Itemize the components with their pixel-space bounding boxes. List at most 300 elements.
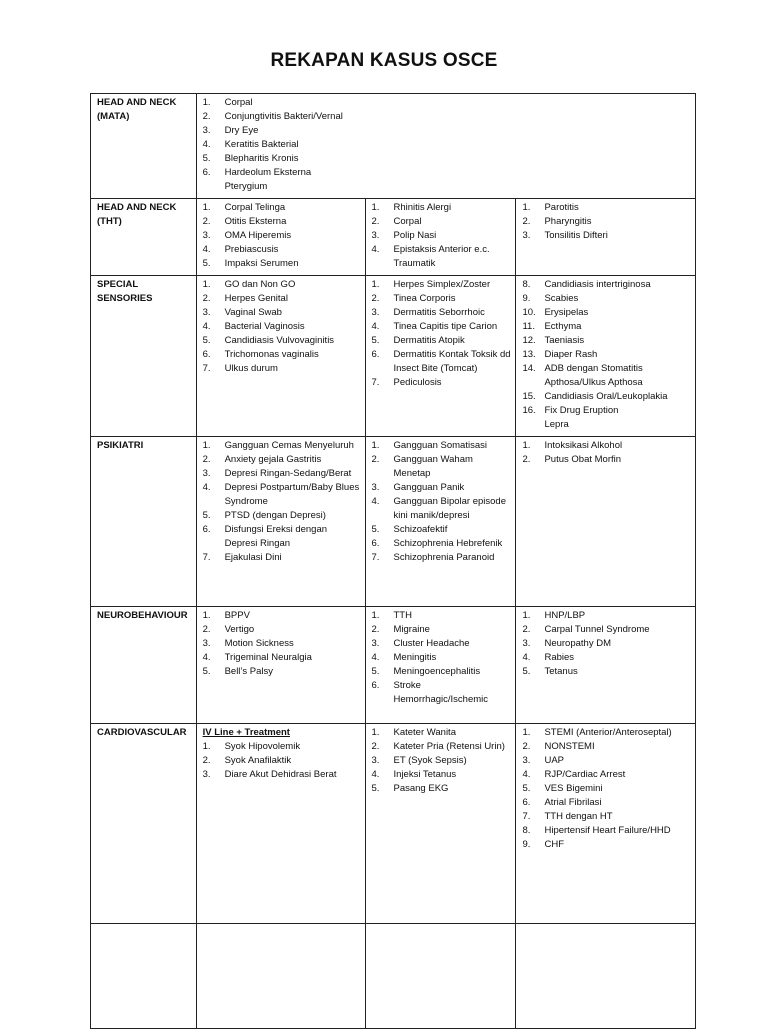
list-item (203, 768, 361, 782)
category-label: (THT) (97, 216, 122, 227)
item-number: 1. (371, 279, 380, 290)
case-list-cell (196, 94, 695, 199)
list-item (203, 362, 361, 376)
item-text: Intoksikasi Alkohol (544, 440, 623, 451)
case-list-cell (365, 607, 516, 724)
item-text: Disfungsi Ereksi dengan Depresi Ringan (224, 524, 328, 549)
list-item (372, 768, 512, 782)
case-list-cell (196, 924, 365, 1029)
case-list (203, 96, 691, 194)
item-text: Impaksi Serumen (224, 258, 299, 269)
item-number: 1. (371, 202, 380, 213)
list-item (372, 609, 512, 623)
list-item (372, 782, 512, 796)
item-text: Gangguan Cemas Menyeluruh (224, 440, 354, 451)
list-item (372, 623, 512, 637)
item-text: Ejakulasi Dini (224, 552, 282, 563)
item-text: Gangguan Bipolar episode kini manik/depresi (393, 496, 507, 521)
item-number: 3. (202, 307, 211, 318)
case-list-cell (196, 276, 365, 437)
item-text: Gangguan Panik (393, 482, 465, 493)
list-item (522, 754, 691, 768)
item-number: 7. (202, 552, 211, 563)
list-item (372, 376, 512, 390)
item-number: 1. (202, 202, 211, 213)
case-list-cell (516, 276, 696, 437)
item-number: 16. (522, 405, 536, 416)
case-list-cell (516, 199, 696, 276)
item-text: Syok Anafilaktik (224, 755, 292, 766)
item-text: Pterygium (224, 181, 268, 192)
item-number: 2. (202, 111, 211, 122)
item-text: Pasang EKG (393, 783, 449, 794)
item-number: 6. (371, 538, 380, 549)
list-item (372, 665, 512, 679)
list-item (522, 810, 691, 824)
item-text: Lepra (544, 419, 569, 430)
item-text: Otitis Eksterna (224, 216, 287, 227)
item-text: Epistaksis Anterior e.c. Traumatik (393, 244, 490, 269)
item-number: 7. (202, 363, 211, 374)
category-cell (91, 199, 197, 276)
list-item (203, 754, 361, 768)
item-text: HNP/LBP (544, 610, 586, 621)
item-text: Polip Nasi (393, 230, 437, 241)
list-item (203, 637, 361, 651)
list-item (522, 453, 691, 467)
case-list (372, 278, 512, 390)
item-text: Diare Akut Dehidrasi Berat (224, 769, 337, 780)
item-text: BPPV (224, 610, 250, 621)
list-item (203, 166, 691, 180)
item-number: 2. (371, 741, 380, 752)
item-text: Stroke Hemorrhagic/Ischemic (393, 680, 488, 705)
item-text: TTH dengan HT (544, 811, 613, 822)
item-text: Putus Obat Morfin (544, 454, 622, 465)
item-text: Bell’s Palsy (224, 666, 273, 677)
list-item (372, 278, 512, 292)
item-number: 2. (371, 454, 380, 465)
item-text: Herpes Genital (224, 293, 288, 304)
list-item (203, 292, 361, 306)
list-item (203, 481, 361, 509)
item-number: 2. (522, 741, 531, 752)
list-item (203, 551, 361, 565)
item-text: Schizoafektif (393, 524, 448, 535)
table-row (91, 199, 696, 276)
category-label: (MATA) (97, 111, 130, 122)
list-item (372, 637, 512, 651)
list-item (522, 768, 691, 782)
item-number: 3. (202, 468, 211, 479)
list-item (372, 523, 512, 537)
case-list-cell (365, 437, 516, 607)
list-item (522, 665, 691, 679)
list-item (522, 796, 691, 810)
item-text: Scabies (544, 293, 579, 304)
item-number: 5. (371, 335, 380, 346)
list-item (203, 439, 361, 453)
item-text: Hipertensif Heart Failure/HHD (544, 825, 671, 836)
list-item (203, 467, 361, 481)
item-number: 8. (522, 279, 531, 290)
item-number: 1. (522, 610, 531, 621)
case-list-cell (196, 724, 365, 924)
item-number: 3. (522, 638, 531, 649)
case-list (372, 609, 512, 707)
list-item (372, 453, 512, 481)
list-item (372, 320, 512, 334)
table-row (91, 607, 696, 724)
item-number: 4. (371, 244, 380, 255)
list-item (203, 509, 361, 523)
item-text: Corpal (393, 216, 422, 227)
item-number: 6. (371, 349, 380, 360)
list-item (522, 306, 691, 320)
list-item (522, 320, 691, 334)
item-text: Pediculosis (393, 377, 442, 388)
list-item (522, 838, 691, 852)
category-label: NEUROBEHAVIOUR (97, 610, 188, 621)
item-number: 3. (371, 755, 380, 766)
item-text: Blepharitis Kronis (224, 153, 299, 164)
item-text: Injeksi Tetanus (393, 769, 457, 780)
case-list-cell (516, 724, 696, 924)
list-item (372, 726, 512, 740)
item-text: Meningitis (393, 652, 437, 663)
item-number: 2. (522, 216, 531, 227)
case-list-cell (365, 276, 516, 437)
category-cell (91, 437, 197, 607)
item-number: 6. (522, 797, 531, 808)
list-item (203, 152, 691, 166)
item-number: 4. (202, 244, 211, 255)
case-list-cell (365, 724, 516, 924)
list-item (203, 306, 361, 320)
item-text: Keratitis Bakterial (224, 139, 299, 150)
list-item (203, 348, 361, 362)
item-text: OMA Hiperemis (224, 230, 292, 241)
item-number: 1. (371, 610, 380, 621)
item-number: 5. (202, 335, 211, 346)
list-item (203, 320, 361, 334)
case-list (522, 278, 691, 432)
item-number: 7. (522, 811, 531, 822)
list-item (203, 201, 361, 215)
category-cell (91, 724, 197, 924)
item-number: 1. (522, 440, 531, 451)
item-number: 2. (202, 624, 211, 635)
item-number (522, 418, 544, 432)
case-list (522, 201, 691, 243)
list-item (522, 229, 691, 243)
item-number: 3. (371, 307, 380, 318)
item-text: Neuropathy DM (544, 638, 611, 649)
category-cell (91, 607, 197, 724)
category-cell (91, 924, 197, 1029)
page-title: REKAPAN KASUS OSCE (270, 50, 498, 71)
list-item (372, 495, 512, 523)
list-item (203, 665, 361, 679)
list-item (372, 201, 512, 215)
table-row (91, 94, 696, 199)
item-text: Meningoencephalitis (393, 666, 481, 677)
list-item (203, 623, 361, 637)
item-number: 4. (202, 482, 211, 493)
item-number: 14. (522, 363, 536, 374)
case-list (203, 609, 361, 679)
list-item (522, 334, 691, 348)
item-number: 6. (202, 349, 211, 360)
item-number: 1. (522, 202, 531, 213)
item-text: Tinea Corporis (393, 293, 456, 304)
list-item (372, 229, 512, 243)
item-number: 5. (202, 258, 211, 269)
list-item (203, 124, 691, 138)
item-number: 5. (371, 524, 380, 535)
item-text: Kateter Pria (Retensi Urin) (393, 741, 505, 752)
list-item (522, 439, 691, 453)
osce-case-table (90, 93, 696, 1029)
item-number: 4. (202, 321, 211, 332)
item-number: 1. (371, 727, 380, 738)
item-text: ADB dengan Stomatitis Apthosa/Ulkus Apthosa (544, 363, 643, 388)
list-item (522, 637, 691, 651)
item-number (203, 180, 225, 194)
item-text: Parotitis (544, 202, 579, 213)
item-number: 3. (202, 638, 211, 649)
item-number: 13. (522, 349, 536, 360)
list-item (522, 215, 691, 229)
item-number: 2. (371, 624, 380, 635)
item-number: 5. (522, 783, 531, 794)
list-item (522, 201, 691, 215)
item-number: 3. (202, 769, 211, 780)
item-text: Candidiasis Vulvovaginitis (224, 335, 335, 346)
list-item (203, 609, 361, 623)
item-number: 4. (522, 652, 531, 663)
item-number: 3. (522, 755, 531, 766)
case-list (372, 439, 512, 565)
item-text: TTH (393, 610, 412, 621)
item-text: Tinea Capitis tipe Carion (393, 321, 498, 332)
case-list-cell (516, 924, 696, 1029)
list-item (203, 180, 691, 194)
list-item (203, 453, 361, 467)
item-text: Rabies (544, 652, 575, 663)
item-text: PTSD (dengan Depresi) (224, 510, 326, 521)
case-list-cell (365, 199, 516, 276)
item-text: RJP/Cardiac Arrest (544, 769, 626, 780)
item-text: Migraine (393, 624, 430, 635)
list-item (372, 679, 512, 707)
item-text: Carpal Tunnel Syndrome (544, 624, 650, 635)
item-text: Vaginal Swab (224, 307, 282, 318)
item-number: 3. (202, 125, 211, 136)
item-text: Dry Eye (224, 125, 259, 136)
list-item (522, 740, 691, 754)
list-item (522, 404, 691, 418)
item-text: Corpal (224, 97, 253, 108)
item-text: Tonsilitis Difteri (544, 230, 608, 241)
item-number: 1. (522, 727, 531, 738)
item-number: 10. (522, 307, 536, 318)
item-number: 3. (371, 230, 380, 241)
case-list (203, 201, 361, 271)
case-list-cell (196, 607, 365, 724)
item-number: 4. (522, 769, 531, 780)
list-item (372, 537, 512, 551)
list-item (203, 229, 361, 243)
item-text: Corpal Telinga (224, 202, 286, 213)
list-item (522, 623, 691, 637)
list-item (203, 278, 361, 292)
item-text: Rhinitis Alergi (393, 202, 452, 213)
item-text: Depresi Ringan-Sedang/Berat (224, 468, 352, 479)
list-item (203, 257, 361, 271)
item-text: CHF (544, 839, 564, 850)
item-number: 2. (202, 454, 211, 465)
item-text: UAP (544, 755, 565, 766)
item-text: Atrial Fibrilasi (544, 797, 602, 808)
item-number: 5. (202, 153, 211, 164)
case-list (522, 609, 691, 679)
item-text: Vertigo (224, 624, 255, 635)
item-number: 2. (371, 293, 380, 304)
list-item (203, 138, 691, 152)
item-text: Motion Sickness (224, 638, 294, 649)
list-item (372, 481, 512, 495)
case-list (203, 439, 361, 565)
case-list (203, 740, 361, 782)
item-number: 1. (202, 279, 211, 290)
list-item (203, 740, 361, 754)
item-text: Erysipelas (544, 307, 589, 318)
list-item (372, 243, 512, 271)
item-number: 2. (522, 624, 531, 635)
item-text: Depresi Postpartum/Baby Blues Syndrome (224, 482, 360, 507)
category-label: CARDIOVASCULAR (97, 727, 187, 738)
item-number: 2. (371, 216, 380, 227)
item-text: Gangguan Somatisasi (393, 440, 487, 451)
case-list-cell (516, 437, 696, 607)
item-number: 5. (202, 666, 211, 677)
case-list-cell (365, 924, 516, 1029)
case-list-cell (196, 199, 365, 276)
item-number: 3. (522, 230, 531, 241)
item-text: STEMI (Anterior/Anteroseptal) (544, 727, 672, 738)
category-label: HEAD AND NECK (97, 202, 177, 213)
item-number: 1. (202, 610, 211, 621)
list-item (203, 96, 691, 110)
item-text: Syok Hipovolemik (224, 741, 301, 752)
item-number: 2. (202, 293, 211, 304)
item-number: 11. (522, 321, 535, 332)
case-list (522, 726, 691, 852)
item-number: 2. (202, 755, 211, 766)
list-item (203, 243, 361, 257)
item-number: 3. (371, 482, 380, 493)
table-row (91, 924, 696, 1029)
list-item (522, 651, 691, 665)
item-number: 7. (371, 377, 380, 388)
item-text: GO dan Non GO (224, 279, 296, 290)
item-text: NONSTEMI (544, 741, 595, 752)
item-number: 5. (202, 510, 211, 521)
item-text: Dermatitis Atopik (393, 335, 465, 346)
category-label: HEAD AND NECK (97, 97, 177, 108)
list-item (372, 754, 512, 768)
item-number: 12. (522, 335, 536, 346)
item-number: 3. (202, 230, 211, 241)
item-text: Candidiasis intertriginosa (544, 279, 651, 290)
case-list (522, 439, 691, 467)
list-item (522, 362, 691, 390)
item-number: 4. (202, 139, 211, 150)
case-list (372, 201, 512, 271)
list-item (372, 215, 512, 229)
list-item (203, 215, 361, 229)
item-number: 4. (202, 652, 211, 663)
list-item (522, 348, 691, 362)
item-number: 6. (202, 167, 211, 178)
item-text: Ulkus durum (224, 363, 278, 374)
item-text: Bacterial Vaginosis (224, 321, 305, 332)
case-list-cell (196, 437, 365, 607)
list-item (522, 824, 691, 838)
list-item (203, 523, 361, 551)
list-item (372, 651, 512, 665)
list-item (203, 651, 361, 665)
item-text: Dermatitis Seborrhoic (393, 307, 485, 318)
item-text: Candidiasis Oral/Leukoplakia (544, 391, 668, 402)
list-item (203, 110, 691, 124)
case-list (203, 278, 361, 376)
item-text: Dermatitis Kontak Toksik dd Insect Bite (Tomcat) (393, 349, 511, 374)
table-row (91, 276, 696, 437)
item-text: Cluster Headache (393, 638, 470, 649)
item-number: 15. (522, 391, 536, 402)
item-number: 5. (371, 783, 380, 794)
item-number: 2. (522, 454, 531, 465)
item-number: 7. (371, 552, 380, 563)
item-text: Trigeminal Neuralgia (224, 652, 312, 663)
item-text: Schizophrenia Hebrefenik (393, 538, 503, 549)
list-item (372, 334, 512, 348)
list-item (372, 439, 512, 453)
table-body (91, 94, 696, 1029)
item-number: 8. (522, 825, 531, 836)
table-row (91, 724, 696, 924)
item-number: 1. (202, 440, 211, 451)
item-text: Pharyngitis (544, 216, 592, 227)
item-number: 4. (371, 496, 380, 507)
item-number: 6. (202, 524, 211, 535)
item-text: Prebiascusis (224, 244, 279, 255)
item-text: Hardeolum Eksterna (224, 167, 312, 178)
list-item (522, 726, 691, 740)
item-number: 9. (522, 293, 531, 304)
list-item (372, 551, 512, 565)
item-number: 6. (371, 680, 380, 691)
list-item (522, 292, 691, 306)
category-cell (91, 276, 197, 437)
item-text: Conjungtivitis Bakteri/Vernal (224, 111, 343, 122)
section-heading: IV Line + Treatment (202, 727, 290, 738)
item-text: Ecthyma (544, 321, 582, 332)
item-text: Trichomonas vaginalis (224, 349, 319, 360)
item-number: 4. (371, 652, 380, 663)
